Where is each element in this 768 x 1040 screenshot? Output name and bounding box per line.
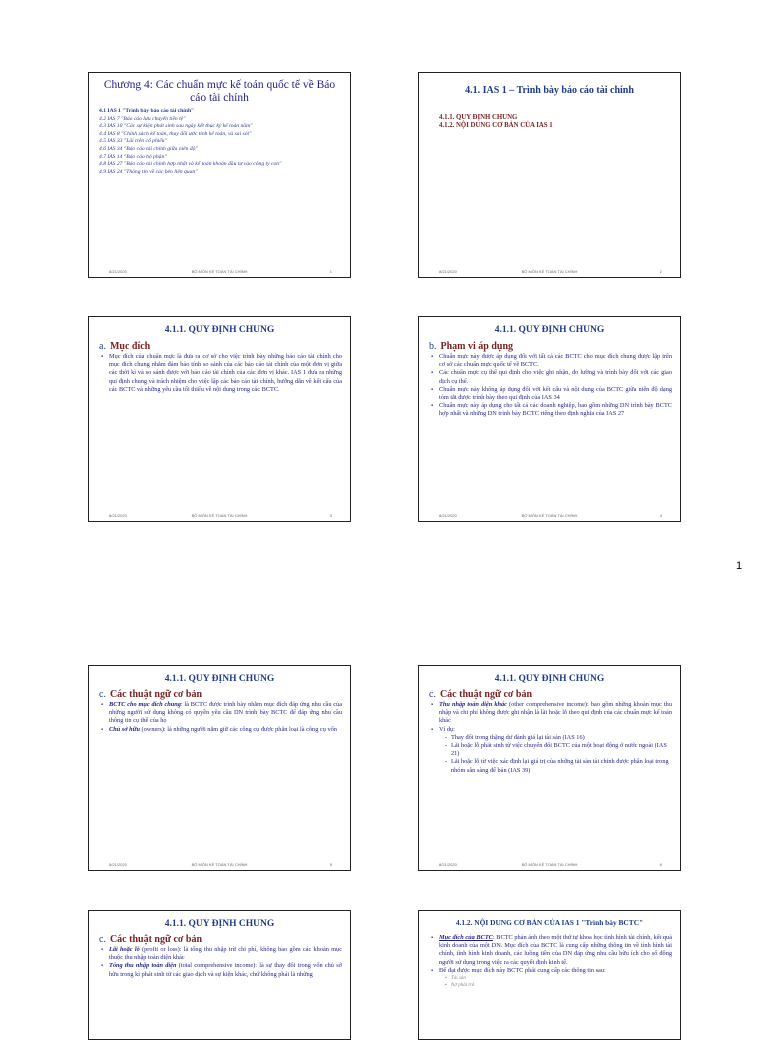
term: Tổng thu nhập toàn diện [109, 962, 177, 970]
footer-org: BỘ MÔN KẾ TOÁN TÀI CHÍNH [191, 269, 248, 274]
slide-number: 3 [329, 513, 332, 518]
bullet-list [419, 934, 680, 975]
slide-number: 5 [329, 862, 332, 867]
footer-date: 8/21/2020 [439, 862, 457, 867]
bullet-item: ▪ Tổng thu nhập toàn diện (total comprehensive income): là sự thay đổi trong vốn chủ sở hữu trong kì phát sinh từ các giao dịch và sự kiện khác, chứ không phải là những [101, 962, 342, 978]
slide-title: 4.1.1. QUY ĐỊNH CHUNG [164, 919, 275, 929]
slide-title: 4.1.1. QUY ĐỊNH CHUNG [494, 325, 605, 335]
toc-item: 4.4 IAS 8 "Chính sách kế toán, thay đổi ước tính kế toán, và sai sót" [99, 130, 252, 137]
toc-item: 4.2 IAS 7 "Báo cáo lưu chuyển tiền tệ" [99, 115, 186, 122]
toc-item: 4.7 IAS 14 "Báo cáo bộ phận" [99, 153, 167, 160]
term: Chủ sở hữu [109, 725, 140, 733]
slide-6 [418, 665, 681, 871]
footer-org: BỘ MÔN KẾ TOÁN TÀI CHÍNH [521, 269, 578, 274]
term: Lãi hoặc lỗ [109, 946, 140, 953]
section-heading: c. Các thuật ngữ cơ bản [99, 934, 203, 945]
bullet-item: ▪ Chủ sở hữu (owners): là những người nắm giữ các công cụ được phân loại là công cụ vốn [101, 726, 342, 734]
slide-number: 6 [659, 862, 662, 867]
bullet-item: ▪ Để đạt được mục đích này BCTC phải cung cấp các thông tin sau: [431, 967, 672, 975]
toc-item: 4.1 IAS 1 "Trình bày báo cáo tài chính" [99, 108, 195, 114]
slide-title: 4.1.1. QUY ĐỊNH CHUNG [164, 325, 275, 335]
slide-title: 4.1. IAS 1 – Trình bày báo cáo tài chính [465, 85, 634, 96]
slide-7 [88, 910, 351, 1040]
term: Thu nhập toàn diện khác [439, 701, 507, 708]
slide-number: 1 [329, 269, 332, 274]
bullet-item: ▪ Các chuẩn mực cụ thể qui định cho việc ghi nhận, đo lường và trình bày đối với các giao dịch cụ thể. [431, 369, 672, 385]
bullet-item: ▪ Mục đích của chuẩn mực là đưa ra cơ sở cho việc trình bày những báo cáo tài chính cho mục đích chung nhằm đảm bảo tính so sánh của các báo cáo tài chính của một đơn vị giữa các thời kì và so sánh được với báo cáo tài chính của các đơn vị khác. IAS 1 đưa ra những qui định chung và trách nhiệm cho việc lập các báo cáo tài chính, hướng dẫn về kết cấu của các BCTC và những yêu cầu tối thiểu về nội dung trong các BCTC. [101, 353, 342, 394]
toc-item: 4.9 IAS 24 "Thông tin về các bên liên quan" [99, 168, 198, 175]
footer-date: 8/21/2020 [109, 513, 127, 518]
bullet-item: ▪ Chuẩn mực này được áp dụng đối với tất cả các BCTC cho mục đích chung được lập trên cơ sở các chuẩn mực quốc tế về BCTC. [431, 353, 672, 369]
slide-number: 4 [659, 513, 662, 518]
section-heading: c. Các thuật ngữ cơ bản [99, 689, 203, 700]
footer-org: BỘ MÔN KẾ TOÁN TÀI CHÍNH [521, 513, 578, 518]
slide-title: 4.1.1. QUY ĐỊNH CHUNG [164, 674, 275, 684]
footer-org: BỘ MÔN KẾ TOÁN TÀI CHÍNH [191, 862, 248, 867]
bullet-item: ▪ Lãi hoặc lỗ (profit or loss): là tổng thu nhập trừ chi phí, không bao gồm các khoản mục thuộc thu nhập toàn diện khác [101, 946, 342, 962]
sub-item: ▪ Tài sản [445, 975, 670, 982]
section-heading: c. Các thuật ngữ cơ bản [429, 689, 533, 700]
toc-item: 4.5 IAS 33 "Lãi trên cổ phiếu" [99, 138, 167, 145]
footer-date: 8/21/2020 [109, 269, 127, 274]
bullet-list [89, 946, 350, 979]
page-number: 1 [736, 560, 743, 572]
sub-list [419, 975, 680, 989]
footer-date: 8/21/2020 [109, 862, 127, 867]
slide-title: Chương 4: Các chuẩn mực kế toán quốc tế về Báo cáo tài chính [103, 79, 336, 104]
sub-item: ▪ Nợ phải trả [445, 982, 670, 989]
slide-title: 4.1.1. QUY ĐỊNH CHUNG [494, 674, 605, 684]
example-item: - Thay đổi trong thặng dư đánh giá lại tài sản (IAS 16) [445, 734, 670, 742]
bullet-list [419, 701, 680, 734]
footer-org: BỘ MÔN KẾ TOÁN TÀI CHÍNH [521, 862, 578, 867]
slide-1 [88, 72, 351, 278]
toc-item: 4.6 IAS 34 "Báo cáo tài chính giữa niên độ" [99, 145, 198, 152]
term: BCTC cho mục đích chung [109, 701, 181, 708]
slide-4 [418, 316, 681, 522]
section-heading: b. Phạm vi áp dụng [429, 341, 514, 352]
footer-date: 8/21/2020 [439, 513, 457, 518]
bullet-item: ▪ BCTC cho mục đích chung: là BCTC được trình bày nhằm mục đích đáp ứng nhu cầu của những người sử dụng không có quyền yêu cầu DN trình bày BCTC để đáp ứng nhu cầu thông tin cụ thể của họ [101, 701, 342, 726]
bullet-list [89, 701, 350, 734]
bullet-list [89, 353, 350, 394]
bullet-item: ▪ Mục đích của BCTC: BCTC phản ánh theo một thứ tự khoa học tình hình tài chính, kết quả kinh doanh của một DN. Mục đích của BCTC là cung cấp những thông tin về tình hình tài chính, tình hình kinh doanh, các luồng tiền của DN đáp ứng nhu cầu hữu ích cho số đông người sử dụng trong việc ra các quyết định kinh tế. [431, 934, 672, 967]
example-list [419, 734, 680, 775]
toc-item: 4.8 IAS 27 "Báo cáo tài chính hợp nhất và kế toán khoản đầu tư vào công ty con" [99, 161, 282, 168]
bullet-item: ▪ Chuẩn mực này áp dụng cho tất cả các doanh nghiệp, bao gồm những DN trình bày BCTC hợp nhất và những DN trình bày BCTC riêng theo định nghĩa của IAS 27 [431, 402, 672, 418]
footer-date: 8/21/2020 [439, 269, 457, 274]
section-item: 4.1.1. QUY ĐỊNH CHUNG [439, 114, 518, 121]
footer-org: BỘ MÔN KẾ TOÁN TÀI CHÍNH [191, 513, 248, 518]
slide-3 [88, 316, 351, 522]
bullet-item: ▪ Ví dụ: [431, 726, 672, 734]
section-item: 4.1.2. NỘI DUNG CƠ BẢN CỦA IAS 1 [439, 122, 553, 129]
slide-5 [88, 665, 351, 871]
slide-title: 4.1.2. NỘI DUNG CƠ BẢN CỦA IAS 1 "Trình bày BCTC" [455, 918, 644, 927]
bullet-item: ▪ Chuẩn mực này không áp dụng đối với kết cấu và nội dung của BCTC giữa niên độ dạng tóm tắt được trình bày theo qui định của IAS 34 [431, 386, 672, 402]
section-heading: a. Mục đích [99, 341, 151, 352]
bullet-list [419, 353, 680, 419]
slide-number: 2 [659, 269, 662, 274]
toc-item: 4.3 IAS 10 "Các sự kiện phát sinh sau ngày kết thúc kỳ kế toán năm" [99, 123, 253, 130]
example-item: - Lãi hoặc lỗ từ việc xác định lại giá trị của những tài sản tài chính được phân loại trong nhóm sẵn sàng để bán (IAS 39) [445, 758, 670, 774]
section-list [439, 114, 680, 130]
slide-8 [418, 910, 681, 1040]
term: Mục đích của BCTC [439, 934, 493, 941]
example-item: - Lãi hoặc lỗ phát sinh từ việc chuyển đổi BCTC của một hoạt động ở nước ngoài (IAS 21) [445, 742, 670, 758]
toc-list [99, 108, 344, 176]
slide-2 [418, 72, 681, 278]
bullet-item: ▪ Thu nhập toàn diện khác (other comprehensive income): bao gồm những khoản mục thu nhập và chi phí không được ghi nhận là lãi hoặc lỗ theo qui định của các chuẩn mực kế toán khác [431, 701, 672, 726]
